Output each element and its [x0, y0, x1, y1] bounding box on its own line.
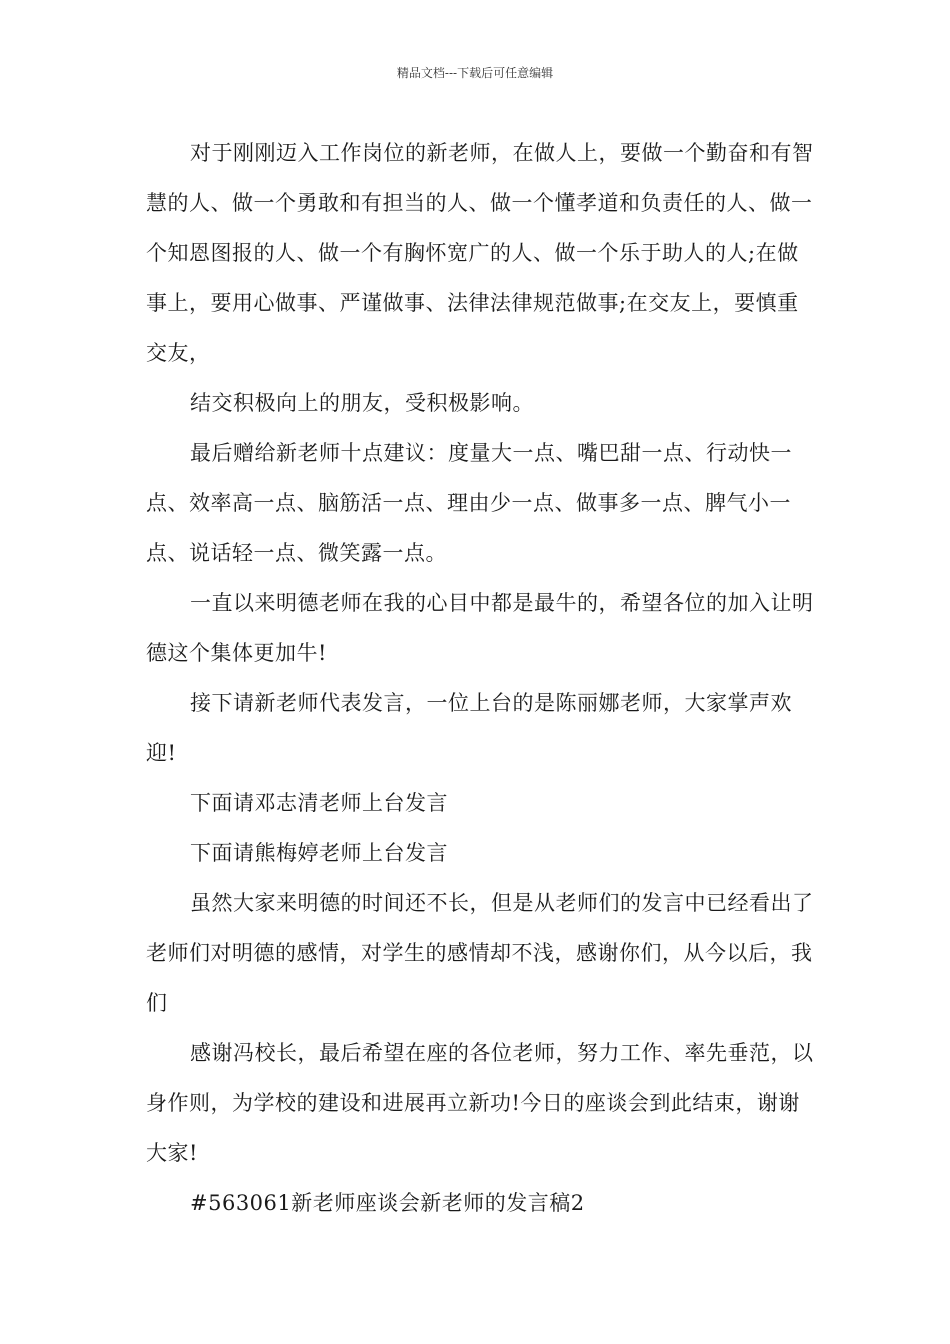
page-header: 精品文档---下载后可任意编辑: [396, 66, 554, 80]
paragraph-1: 对于刚刚迈入工作岗位的新老师，在做人上，要做一个勤奋和有智慧的人、做一个勇敢和有担当的人、做一个懂孝道和负责任的人、做一个知恩图报的人、做一个有胸怀宽广的人、做一个乐于助人的人;在做事上，要用心做事、严谨做事、法律法律规范做事;在交友上，要慎重交友，: [146, 141, 814, 365]
document-body: [146, 128, 818, 1228]
paragraph-5: 接下请新老师代表发言，一位上台的是陈丽娜老师，大家掌声欢迎!: [146, 691, 792, 765]
paragraph-9: 感谢冯校长，最后希望在座的各位老师，努力工作、率先垂范，以身作则，为学校的建设和进展再立新功!今日的座谈会到此结束，谢谢大家!: [146, 1041, 814, 1165]
paragraph-10: #563061新老师座谈会新老师的发言稿2: [190, 1191, 585, 1215]
paragraph-4: 一直以来明德老师在我的心目中都是最牛的，希望各位的加入让明德这个集体更加牛!: [146, 591, 814, 665]
paragraph-7: 下面请熊梅婷老师上台发言: [190, 841, 448, 865]
paragraph-2: 结交积极向上的朋友，受积极影响。: [190, 391, 534, 415]
paragraph-8: 虽然大家来明德的时间还不长，但是从老师们的发言中已经看出了老师们对明德的感情，对学生的感情却不浅，感谢你们，从今以后，我们: [146, 891, 814, 1015]
paragraph-6: 下面请邓志清老师上台发言: [190, 791, 448, 815]
paragraph-3: 最后赠给新老师十点建议：度量大一点、嘴巴甜一点、行动快一点、效率高一点、脑筋活一点、理由少一点、做事多一点、脾气小一点、说话轻一点、微笑露一点。: [146, 441, 792, 565]
